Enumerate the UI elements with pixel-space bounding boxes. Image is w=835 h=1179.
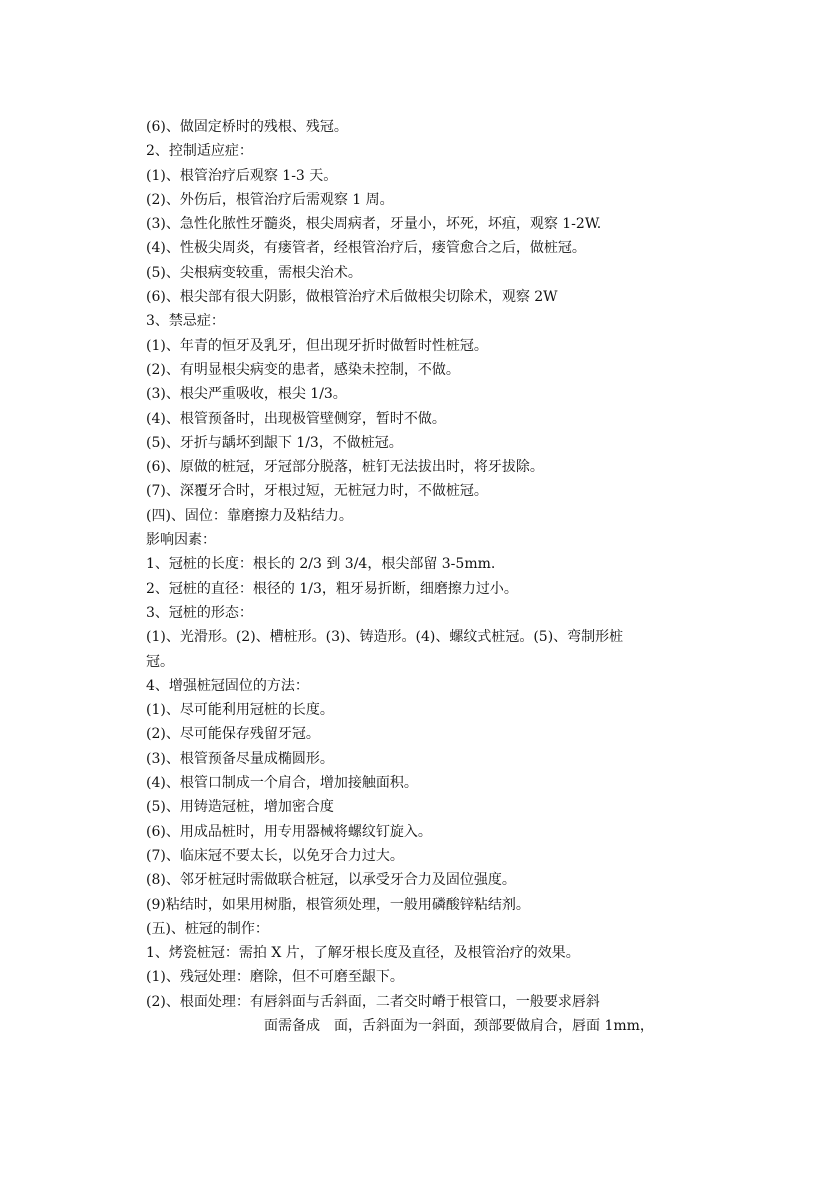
text-line: (7)、临床冠不要太长，以免牙合力过大。	[146, 847, 404, 864]
text-line: (6)、用成品桩时，用专用器械将螺纹钉旋入。	[146, 823, 432, 840]
text-line: (6)、根尖部有很大阴影，做根管治疗术后做根尖切除术，观察 2W	[146, 289, 558, 306]
text-line: (1)、年青的恒牙及乳牙，但出现牙折时做暂时性桩冠。	[146, 337, 488, 354]
text-line: (8)、邻牙桩冠时需做联合桩冠，以承受牙合力及固位强度。	[146, 872, 516, 889]
text-line: (1)、尽可能利用冠桩的长度。	[146, 702, 334, 719]
text-line: 冠。	[146, 653, 174, 670]
text-line: (6)、做固定桥时的残根、残冠。	[146, 119, 348, 135]
text-line: (6)、原做的桩冠，牙冠部分脱落，桩钉无法拔出时，将牙拔除。	[146, 459, 544, 476]
text-line: (1)、根管治疗后观察 1-3 天。	[146, 167, 338, 184]
text-line: (4)、性极尖周炎，有瘘管者，经根管治疗后，瘘管愈合之后，做桩冠。	[146, 240, 586, 257]
text-line: (2)、尽可能保存残留牙冠。	[146, 726, 320, 743]
section-heading: (四)、固位：靠磨擦力及粘结力。	[146, 507, 353, 524]
text-line-continuation: 面需备成 面，舌斜面为一斜面，颈部要做肩合，唇面 1mm，	[264, 1017, 654, 1034]
text-line: (4)、根管预备时，出现极管壁侧穿，暂时不做。	[146, 410, 446, 427]
text-line: 1、冠桩的长度：根长的 2/3 到 3/4，根尖部留 3-5mm.	[146, 556, 496, 573]
section-heading: 3、禁忌症：	[146, 313, 225, 330]
text-line: (1)、残冠处理：磨除，但不可磨至龈下。	[146, 969, 404, 986]
text-line: (3)、急性化脓性牙髓炎，根尖周病者，牙量小，坏死，坏疽，观察 1-2W.	[146, 216, 602, 233]
text-line: 1、烤瓷桩冠：需拍 X 片，了解牙根长度及直径，及根管治疗的效果。	[146, 945, 580, 962]
section-heading: 4、增强桩冠固位的方法：	[146, 677, 309, 694]
text-line: (5)、牙折与龋坏到龈下 1/3，不做桩冠。	[146, 434, 403, 451]
text-line: (2)、外伤后，根管治疗后需观察 1 周。	[146, 191, 394, 208]
text-line: (5)、尖根病变较重，需根尖治术。	[146, 264, 362, 281]
text-line: (9)粘结时，如果用树脂，根管须处理，一般用磷酸锌粘结剂。	[146, 896, 530, 913]
section-heading: (五)、桩冠的制作：	[146, 920, 269, 937]
text-line: (2)、有明显根尖病变的患者，感染未控制，不做。	[146, 361, 460, 378]
text-line: (4)、根管口制成一个肩合，增加接触面积。	[146, 775, 418, 792]
text-line: 2、冠桩的直径：根径的 1/3，粗牙易折断，细磨擦力过小。	[146, 580, 518, 597]
section-heading: 3、冠桩的形态：	[146, 604, 253, 621]
text-line: (5)、用铸造冠桩，增加密合度	[146, 799, 334, 816]
document-body	[146, 115, 706, 1038]
text-line: (3)、根管预备尽量成椭圆形。	[146, 750, 334, 767]
text-line: 影响因素：	[146, 532, 216, 549]
text-line: (2)、根面处理：有唇斜面与舌斜面，二者交时嵴于根管口，一般要求唇斜	[146, 993, 600, 1010]
text-line: (3)、根尖严重吸收，根尖 1/3。	[146, 386, 347, 403]
text-line: (1)、光滑形。(2)、槽桩形。(3)、铸造形。(4)、螺纹式桩冠。(5)、弯制形桩	[146, 629, 624, 646]
text-line: (7)、深覆牙合时，牙根过短，无桩冠力时，不做桩冠。	[146, 483, 488, 500]
section-heading: 2、控制适应症：	[146, 143, 253, 160]
